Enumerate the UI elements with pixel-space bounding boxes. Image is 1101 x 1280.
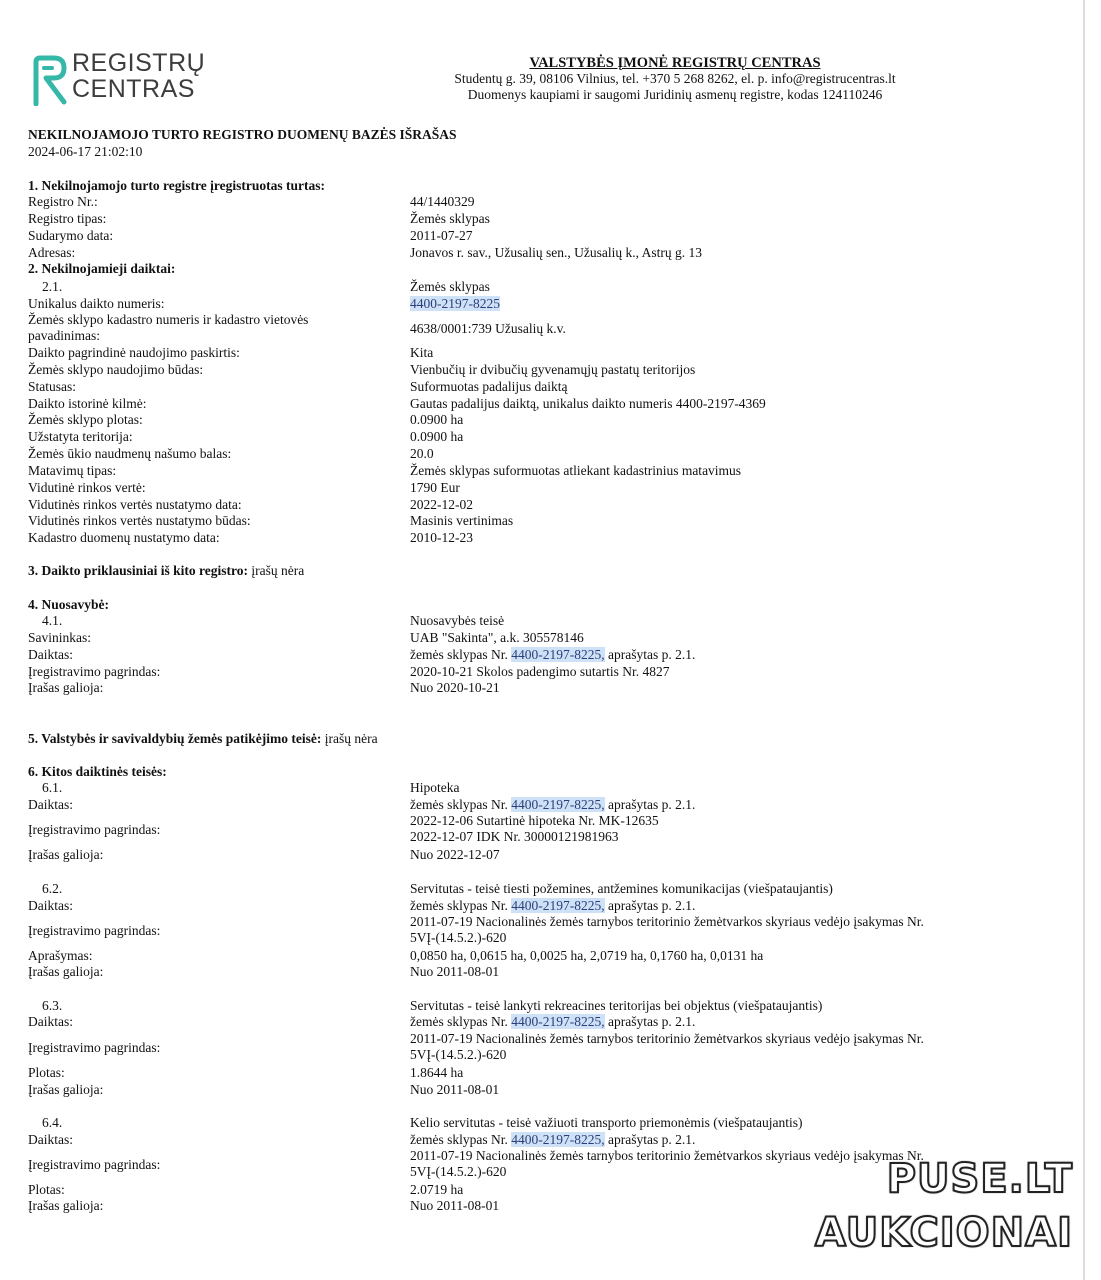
ref-prefix: žemės sklypas Nr. (410, 1132, 508, 1147)
row-label: Vidutinės rinkos vertės nustatymo būdas: (28, 513, 251, 528)
ref-prefix: žemės sklypas Nr. (410, 647, 508, 662)
watermark-line-1: PUSE.LT (886, 1156, 1073, 1202)
row-value: Nuo 2011-08-01 (410, 1198, 500, 1213)
section-6-title: 6. Kitos daiktinės teisės: (28, 764, 167, 779)
logo-text (72, 50, 205, 102)
item-number: 6.1. (42, 780, 63, 795)
basis-line-1: 2022-12-06 Sutartinė hipoteka Nr. MK-12635 (410, 813, 659, 828)
row-value: Suformuotas padalijus daiktą (410, 379, 568, 394)
item-number: 2.1. (42, 279, 63, 294)
row-label: Įregistravimo pagrindas: (28, 1157, 161, 1172)
ref-suffix: aprašytas p. 2.1. (607, 797, 696, 812)
logo-line-2: CENTRAS (72, 75, 195, 103)
row-label: Kadastro duomenų nustatymo data: (28, 530, 220, 545)
row-value (410, 914, 980, 946)
row-label: Įregistravimo pagrindas: (28, 923, 161, 938)
row-label: Įregistravimo pagrindas: (28, 664, 161, 679)
basis-line-1: 2011-07-19 Nacionalinės žemės tarnybos teritorinio žemėtvarkos skyriaus vedėjo įsakymas Nr. (410, 914, 924, 929)
ref-number-highlight: 4400-2197-8225, (511, 1014, 605, 1029)
ref-prefix: žemės sklypas Nr. (410, 1014, 508, 1029)
row-value (410, 1031, 980, 1063)
object-reference (410, 898, 980, 914)
row-value: Nuo 2020-10-21 (410, 680, 500, 695)
row-label: Įrašas galioja: (28, 680, 104, 695)
row-value: Žemės sklypas suformuotas atliekant kadastrinius matavimus (410, 463, 742, 478)
item-name: Žemės sklypas (410, 279, 490, 294)
row-label: Sudarymo data: (28, 228, 114, 243)
object-reference (410, 1014, 980, 1030)
org-note: Duomenys kaupiami ir saugomi Juridinių asmenų registre, kodas 124110246 (467, 87, 883, 102)
label-line-1: Žemės sklypo kadastro numeris ir kadastro vietovės (28, 312, 309, 327)
row-label: Daikto pagrindinė naudojimo paskirtis: (28, 345, 240, 360)
row-value: 0.0900 ha (410, 412, 464, 427)
row-label: Įrašas galioja: (28, 964, 104, 979)
row-value: Nuo 2022-12-07 (410, 847, 500, 862)
row-value: 4638/0001:739 Užusalių k.v. (410, 321, 566, 336)
row-label: Plotas: (28, 1182, 65, 1197)
row-value: 1.8644 ha (410, 1065, 464, 1080)
basis-line-2: 5VĮ-(14.5.2.)-620 (410, 930, 507, 945)
org-name: VALSTYBĖS ĮMONĖ REGISTRŲ CENTRAS (529, 55, 821, 71)
basis-line-2: 5VĮ-(14.5.2.)-620 (410, 1164, 507, 1179)
registru-centras-logo (32, 49, 206, 110)
org-address: Studentų g. 39, 08106 Vilnius, tel. +370 5 268 8262, el. p. info@registrucentras.lt (454, 71, 896, 86)
section-3-note: įrašų nėra (251, 563, 305, 578)
row-value: 0.0900 ha (410, 429, 464, 444)
section-3-heading: 3. Daikto priklausiniai iš kito registro: (28, 563, 249, 578)
section-5-title (28, 731, 378, 747)
ref-number-highlight: 4400-2197-8225, (511, 898, 605, 913)
row-value: Kita (410, 345, 434, 360)
row-label: Įrašas galioja: (28, 847, 104, 862)
row-label: Registro tipas: (28, 211, 107, 226)
row-label: Savininkas: (28, 630, 91, 645)
watermark-line-2: AUKCIONAI (815, 1210, 1073, 1256)
row-value: 0,0850 ha, 0,0615 ha, 0,0025 ha, 2,0719 ha, 0,1760 ha, 0,0131 ha (410, 948, 764, 963)
item-name: Kelio servitutas - teisė važiuoti transporto priemonėmis (viešpataujantis) (410, 1115, 803, 1130)
ref-prefix: žemės sklypas Nr. (410, 797, 508, 812)
unique-number-highlight: 4400-2197-8225 (410, 296, 500, 311)
row-label: Daikto istorinė kilmė: (28, 396, 147, 411)
row-label: Aprašymas: (28, 948, 93, 963)
document-date: 2024-06-17 21:02:10 (28, 144, 143, 159)
item-number: 6.4. (42, 1115, 63, 1130)
row-value: 2011-07-27 (410, 228, 473, 243)
row-label: Žemės sklypo naudojimo būdas: (28, 362, 204, 377)
document-title: NEKILNOJAMOJO TURTO REGISTRO DUOMENŲ BAZĖS IŠRAŠAS (28, 127, 457, 142)
section-2-title: 2. Nekilnojamieji daiktai: (28, 261, 176, 276)
row-value: Jonavos r. sav., Užusalių sen., Užusalių k., Astrų g. 13 (410, 245, 702, 260)
section-5-heading: 5. Valstybės ir savivaldybių žemės patikėjimo teisė: (28, 731, 322, 746)
row-label (28, 312, 398, 344)
section-4-title: 4. Nuosavybė: (28, 597, 110, 612)
document-header (340, 55, 1010, 103)
basis-line-1: 2011-07-19 Nacionalinės žemės tarnybos teritorinio žemėtvarkos skyriaus vedėjo įsakymas Nr. (410, 1031, 924, 1046)
row-value: Vienbučių ir dvibučių gyvenamųjų pastatų teritorijos (410, 362, 696, 377)
row-value: Žemės sklypas (410, 211, 490, 226)
ref-number-highlight: 4400-2197-8225, (511, 1132, 605, 1147)
row-label: Daiktas: (28, 797, 73, 812)
ref-suffix: aprašytas p. 2.1. (607, 647, 696, 662)
row-value: 44/1440329 (410, 194, 475, 209)
ref-number-highlight: 4400-2197-8225, (511, 797, 605, 812)
item-name: Servitutas - teisė lankyti rekreacines teritorijas bei objektus (viešpataujantis) (410, 998, 823, 1013)
item-number: 4.1. (42, 613, 63, 628)
section-1-title: 1. Nekilnojamojo turto registre įregistruotas turtas: (28, 178, 325, 193)
label-line-2: pavadinimas: (28, 328, 100, 343)
s6-basis-row (28, 813, 1048, 845)
s6-basis-row (28, 914, 1048, 946)
row-label: Daiktas: (28, 1132, 73, 1147)
ref-suffix: aprašytas p. 2.1. (607, 1014, 696, 1029)
row-label: Įregistravimo pagrindas: (28, 1040, 161, 1055)
row-value: Masinis vertinimas (410, 513, 514, 528)
row-label: Matavimų tipas: (28, 463, 117, 478)
item-name: Servitutas - teisė tiesti požemines, antžemines komunikacijas (viešpataujantis) (410, 881, 833, 896)
logo-line-1: REGISTRŲ (72, 49, 206, 77)
item-number: 6.2. (42, 881, 63, 896)
row-value: Nuo 2011-08-01 (410, 1082, 500, 1097)
row-label: Daiktas: (28, 1014, 73, 1029)
basis-line-2: 5VĮ-(14.5.2.)-620 (410, 1047, 507, 1062)
row-value: UAB "Sakinta", a.k. 305578146 (410, 630, 584, 645)
row-label: Daiktas: (28, 647, 73, 662)
row-label: Įrašas galioja: (28, 1198, 104, 1213)
row-value: 1790 Eur (410, 480, 460, 495)
row-label: Daiktas: (28, 898, 73, 913)
section-3-title (28, 563, 304, 579)
row-label: Registro Nr.: (28, 194, 98, 209)
row-label: Vidutinės rinkos vertės nustatymo data: (28, 497, 242, 512)
ref-number-highlight: 4400-2197-8225, (511, 647, 605, 662)
s6-basis-row (28, 1031, 1048, 1063)
item-name: Hipoteka (410, 780, 460, 795)
row-label: Žemės ūkio naudmenų našumo balas: (28, 446, 232, 461)
row-value: 2.0719 ha (410, 1182, 464, 1197)
ref-suffix: aprašytas p. 2.1. (607, 898, 696, 913)
item-number: 6.3. (42, 998, 63, 1013)
row-label: Plotas: (28, 1065, 65, 1080)
section-5-note: įrašų nėra (324, 731, 378, 746)
ref-suffix: aprašytas p. 2.1. (607, 1132, 696, 1147)
object-reference (410, 1132, 980, 1148)
row-value (410, 813, 980, 845)
s2-cadastre-row (28, 312, 1048, 344)
item-name: Nuosavybės teisė (410, 613, 505, 628)
row-value: 2010-12-23 (410, 530, 473, 545)
object-reference (410, 647, 980, 663)
row-label: Įregistravimo pagrindas: (28, 822, 161, 837)
row-label: Unikalus daikto numeris: (28, 296, 165, 311)
basis-line-1: 2011-07-19 Nacionalinės žemės tarnybos teritorinio žemėtvarkos skyriaus vedėjo įsakymas Nr. (410, 1148, 924, 1163)
row-label: Užstatyta teritorija: (28, 429, 133, 444)
ref-prefix: žemės sklypas Nr. (410, 898, 508, 913)
row-label: Statusas: (28, 379, 77, 394)
row-label: Vidutinė rinkos vertė: (28, 480, 146, 495)
row-value: 2022-12-02 (410, 497, 473, 512)
row-value: Nuo 2011-08-01 (410, 964, 500, 979)
row-label: Įrašas galioja: (28, 1082, 104, 1097)
row-label: Žemės sklypo plotas: (28, 412, 143, 427)
logo-mark-icon (32, 54, 68, 106)
row-value: 20.0 (410, 446, 434, 461)
basis-line-2: 2022-12-07 IDK Nr. 30000121981963 (410, 829, 619, 844)
row-value: Gautas padalijus daiktą, unikalus daikto numeris 4400-2197-4369 (410, 396, 766, 411)
page-edge (1083, 0, 1085, 1280)
object-reference (410, 797, 980, 813)
row-label: Adresas: (28, 245, 76, 260)
row-value: 2020-10-21 Skolos padengimo sutartis Nr. 4827 (410, 664, 670, 679)
